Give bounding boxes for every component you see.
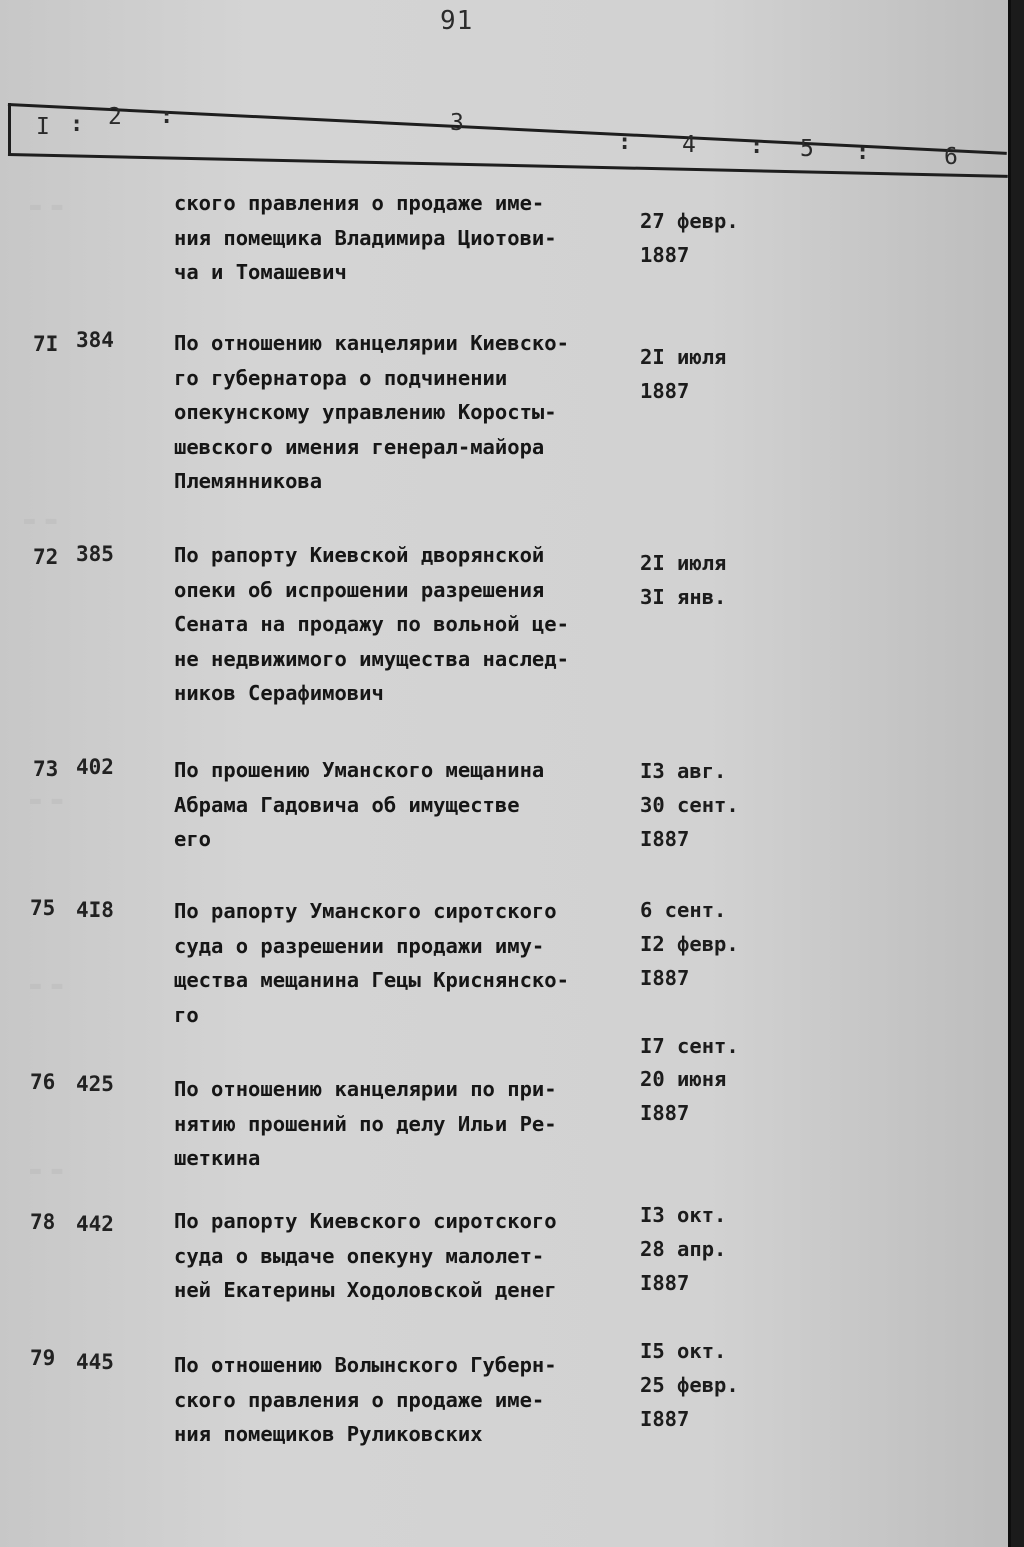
column-header-1: I [36, 114, 50, 140]
entry-dates: I3 окт. 28 апр. I887 [640, 1203, 727, 1295]
bleed-through-mark: ▬ ▬ [30, 790, 63, 811]
entry-title: По рапорту Уманского сиротского суда о разрешении продажи иму- щества мещанина Гецы Криснянско- го [174, 899, 569, 1027]
row-number: 75 [30, 896, 56, 920]
entry-dates: 2I июля 3I янв. [640, 551, 727, 609]
row-number: 76 [30, 1070, 56, 1094]
page-number: 91 [440, 6, 474, 36]
column-header-2: 2 [108, 104, 122, 130]
entry-title: По прошению Уманского мещанина Абрама Гадовича об имуществе его [174, 758, 545, 851]
bleed-through-mark: ▬ ▬ [30, 975, 63, 996]
column-separator: : [856, 140, 870, 165]
row-number: 72 [33, 545, 59, 569]
entry-dates: I3 авг. 30 сент. I887 [640, 759, 739, 851]
bleed-through-mark: ▬ ▬ [30, 1160, 63, 1181]
column-header-5: 5 [800, 136, 814, 162]
entry-title: По отношению канцелярии по при- нятию прошений по делу Ильи Ре- шеткина [174, 1077, 557, 1170]
column-separator: : [750, 134, 764, 159]
column-separator: : [618, 130, 632, 155]
bleed-through-mark: ▬ ▬ [30, 196, 63, 217]
row-number: 78 [30, 1210, 56, 1234]
case-number: 425 [76, 1072, 114, 1096]
continuation-dates: 27 февр. 1887 [640, 209, 739, 267]
case-number: 402 [76, 755, 114, 779]
entry-title: По рапорту Киевской дворянской опеки об испрошении разрешения Сената на продажу по вольной це- не недвижимого имущества наслед- ников Серафимович [174, 543, 569, 705]
case-number: 384 [76, 328, 114, 352]
case-number: 385 [76, 542, 114, 566]
bleed-through-mark: ▬ ▬ [24, 510, 57, 531]
continuation-title: ского правления о продаже име- ния помещика Владимира Циотови- ча и Томашевич [174, 191, 557, 284]
row-number: 73 [33, 757, 59, 781]
row-number: 79 [30, 1346, 56, 1370]
column-separator: : [70, 112, 84, 137]
column-header-4: 4 [682, 132, 696, 158]
column-header-6: 6 [944, 144, 958, 170]
entry-dates: I5 окт. 25 февр. I887 [640, 1339, 739, 1431]
entry-title: По рапорту Киевского сиротского суда о выдаче опекуну малолет- ней Екатерины Ходоловской денег [174, 1209, 557, 1302]
case-number: 442 [76, 1212, 114, 1236]
entry-dates: 6 сент. I2 февр. I887 I7 сент. [640, 898, 739, 1058]
entry-dates: 20 июня I887 [640, 1067, 727, 1125]
case-number: 445 [76, 1350, 114, 1374]
column-separator: : [160, 104, 174, 129]
row-number: 7I [33, 332, 59, 356]
entry-dates: 2I июля 1887 [640, 345, 727, 403]
entry-title: По отношению канцелярии Киевско- го губернатора о подчинении опекунскому управлению Коросты- шевского имения генерал-майора Племянникова [174, 331, 569, 493]
case-number: 4I8 [76, 898, 114, 922]
column-header-3: 3 [450, 110, 464, 136]
header-rule-left [8, 103, 11, 155]
entry-title: По отношению Волынского Губерн- ского правления о продаже име- ния помещиков Руликовских [174, 1353, 557, 1446]
